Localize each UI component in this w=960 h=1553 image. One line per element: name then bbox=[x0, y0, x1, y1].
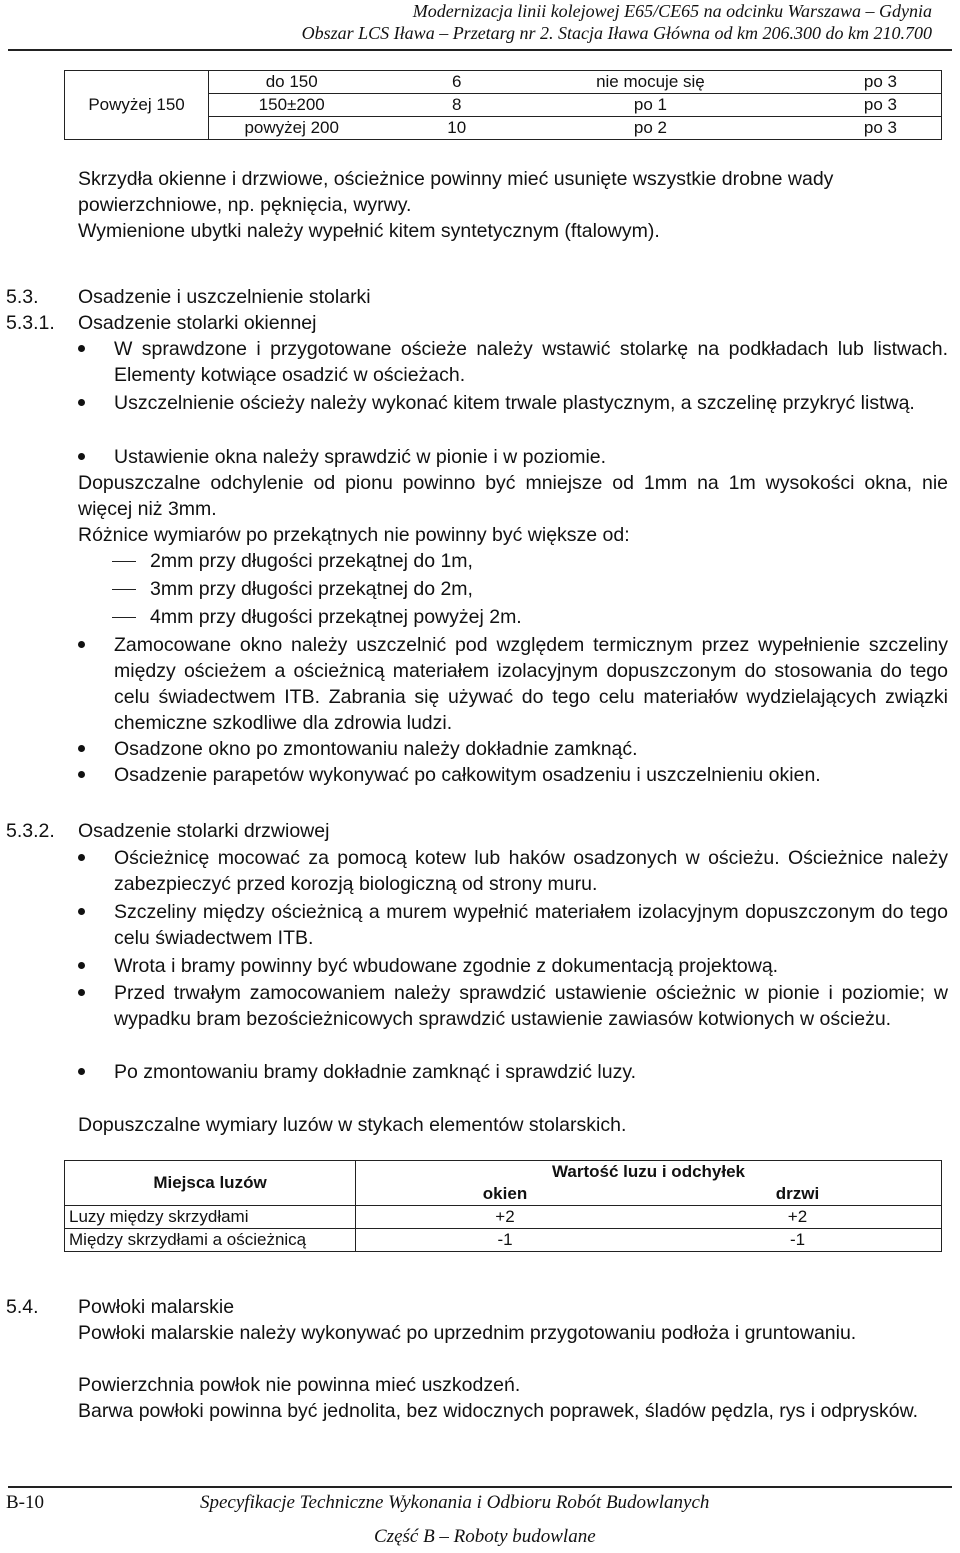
table-cell: do 150 bbox=[209, 71, 375, 94]
list-item: Osadzenie parapetów wykonywać po całkowitym osadzeniu i uszczelnieniu okien. bbox=[114, 764, 821, 786]
dash-marker bbox=[112, 589, 136, 590]
section-number: 5.3.1. bbox=[6, 312, 55, 334]
page-number: B-10 bbox=[6, 1492, 44, 1513]
section-number: 5.4. bbox=[6, 1296, 39, 1318]
dash-marker bbox=[112, 617, 136, 618]
table-header-row bbox=[65, 1161, 942, 1184]
table-cell: 6 bbox=[374, 71, 539, 94]
paragraph: Barwa powłoki powinna być jednolita, bez widocznych poprawek, śladów pędzla, rys i odprysków. bbox=[78, 1400, 919, 1422]
table-cell: -1 bbox=[356, 1229, 655, 1252]
table-cell: 8 bbox=[374, 94, 539, 117]
table-caption: Dopuszczalne wymiary luzów w stykach elementów stolarskich. bbox=[78, 1114, 627, 1136]
section-number: 5.3.2. bbox=[6, 820, 55, 842]
bullet bbox=[78, 845, 88, 855]
list-item: Wrota i bramy powinny być wbudowane zgodnie z dokumentacją projektową. bbox=[114, 955, 779, 977]
column-header: Wartość luzu i odchyłek bbox=[356, 1161, 942, 1184]
column-header: Miejsca luzów bbox=[65, 1161, 356, 1206]
bullet bbox=[78, 1059, 88, 1069]
table-cell: Powyżej 150 bbox=[65, 71, 209, 140]
table-cell: 150±200 bbox=[209, 94, 375, 117]
list-item: 4mm przy długości przekątnej powyżej 2m. bbox=[150, 606, 522, 628]
section-title: Osadzenie i uszczelnienie stolarki bbox=[78, 286, 371, 308]
footer-subtitle: Część B – Roboty budowlane bbox=[374, 1526, 596, 1547]
document-header bbox=[302, 0, 932, 44]
header-line-1: Modernizacja linii kolejowej E65/CE65 na odcinku Warszawa – Gdynia bbox=[412, 1, 932, 21]
paragraph: Powłoki malarskie należy wykonywać po uprzednim przygotowaniu podłoża i gruntowaniu. bbox=[78, 1322, 857, 1344]
table-cell: +2 bbox=[654, 1206, 942, 1229]
table-cell: nie mocuje się bbox=[539, 71, 762, 94]
bullet bbox=[78, 632, 88, 642]
paragraph: Powierzchnia powłok nie powinna mieć uszkodzeń. bbox=[78, 1374, 521, 1396]
column-header: okien bbox=[356, 1183, 655, 1206]
table-cell: 10 bbox=[374, 117, 539, 140]
footer-title: Specyfikacje Techniczne Wykonania i Odbioru Robót Budowlanych bbox=[200, 1492, 710, 1513]
bullet bbox=[78, 762, 88, 772]
paragraph: Wymienione ubytki należy wypełnić kitem syntetycznym (ftalowym). bbox=[78, 220, 660, 242]
bullet bbox=[78, 390, 88, 400]
header-line-2: Obszar LCS Iława – Przetarg nr 2. Stacja Iława Główna od km 206.300 do km 210.700 bbox=[301, 23, 932, 43]
table-cell: +2 bbox=[356, 1206, 655, 1229]
list-item: Ościeżnicę mocować za pomocą kotew lub haków osadzonych w ościeżu. Ościeżnice należy zabezpieczyć przed korozją biologiczną od strony muru. bbox=[114, 847, 948, 895]
table-cell: Luzy między skrzydłami bbox=[65, 1206, 356, 1229]
dash-marker bbox=[112, 561, 136, 562]
table-cell: po 2 bbox=[539, 117, 762, 140]
table-cell: po 3 bbox=[762, 71, 942, 94]
list-item: W sprawdzone i przygotowane ościeże należy wstawić stolarkę na podkładach lub listwach. Elementy kotwiące osadzić w ościeżach. bbox=[114, 338, 948, 386]
list-item: Szczeliny między ościeżnicą a murem wypełnić materiałem izolacyjnym dopuszczonym do tego celu świadectwem ITB. bbox=[114, 901, 948, 949]
table-cell: po 1 bbox=[539, 94, 762, 117]
list-item: Ustawienie okna należy sprawdzić w pionie i w poziomie. bbox=[114, 446, 607, 468]
table-cell: -1 bbox=[654, 1229, 942, 1252]
list-item: 3mm przy długości przekątnej do 2m, bbox=[150, 578, 473, 600]
table-cell: po 3 bbox=[762, 94, 942, 117]
bullet bbox=[78, 444, 88, 454]
list-item: 2mm przy długości przekątnej do 1m, bbox=[150, 550, 473, 572]
table-cell: powyżej 200 bbox=[209, 117, 375, 140]
section-number: 5.3. bbox=[6, 286, 39, 308]
section-title: Powłoki malarskie bbox=[78, 1296, 235, 1318]
bullet bbox=[78, 736, 88, 746]
bullet bbox=[78, 980, 88, 990]
paragraph: Różnice wymiarów po przekątnych nie powinny być większe od: bbox=[78, 524, 630, 546]
bullet bbox=[78, 336, 88, 346]
table-cell: po 3 bbox=[762, 117, 942, 140]
footer-rule bbox=[8, 1486, 952, 1488]
header-rule bbox=[8, 49, 952, 51]
bullet bbox=[78, 899, 88, 909]
paragraph: Dopuszczalne odchylenie od pionu powinno być mniejsze od 1mm na 1m wysokości okna, nie więcej niż 3mm. bbox=[78, 472, 948, 520]
table-row bbox=[65, 1206, 942, 1229]
section-title: Osadzenie stolarki okiennej bbox=[78, 312, 317, 334]
list-item: Osadzone okno po zmontowaniu należy dokładnie zamknąć. bbox=[114, 738, 638, 760]
list-item: Przed trwałym zamocowaniem należy sprawdzić ustawienie ościeżnic w pionie i poziomie; w wypadku bram bezościeżnicowych sprawdzić ustawienie zawiasów kotwionych w ościeżu. bbox=[114, 982, 948, 1030]
table-row bbox=[65, 1229, 942, 1252]
paragraph: Skrzydła okienne i drzwiowe, ościeżnice powinny mieć usunięte wszystkie drobne wady powierzchniowe, np. pęknięcia, wyrwy. bbox=[78, 168, 834, 216]
fastening-table bbox=[64, 70, 942, 140]
clearance-table bbox=[64, 1160, 942, 1252]
column-header: drzwi bbox=[654, 1183, 942, 1206]
list-item: Po zmontowaniu bramy dokładnie zamknąć i sprawdzić luzy. bbox=[114, 1061, 637, 1083]
bullet bbox=[78, 953, 88, 963]
list-item: Uszczelnienie ościeży należy wykonać kitem trwale plastycznym, a szczelinę przykryć listwą. bbox=[114, 392, 915, 414]
section-title: Osadzenie stolarki drzwiowej bbox=[78, 820, 330, 842]
list-item: Zamocowane okno należy uszczelnić pod względem termicznym przez wypełnienie szczeliny między ościeżem a ościeżnicą materiałem izolacyjnym dopuszczonym do stosowania do tego celu świadectwem ITB. Zabrania się używać do tego celu materiałów wydzielających związki chemiczne szkodliwe dla zdrowia ludzi. bbox=[114, 634, 948, 734]
table-cell: Między skrzydłami a ościeżnicą bbox=[65, 1229, 356, 1252]
table-row bbox=[65, 71, 942, 94]
